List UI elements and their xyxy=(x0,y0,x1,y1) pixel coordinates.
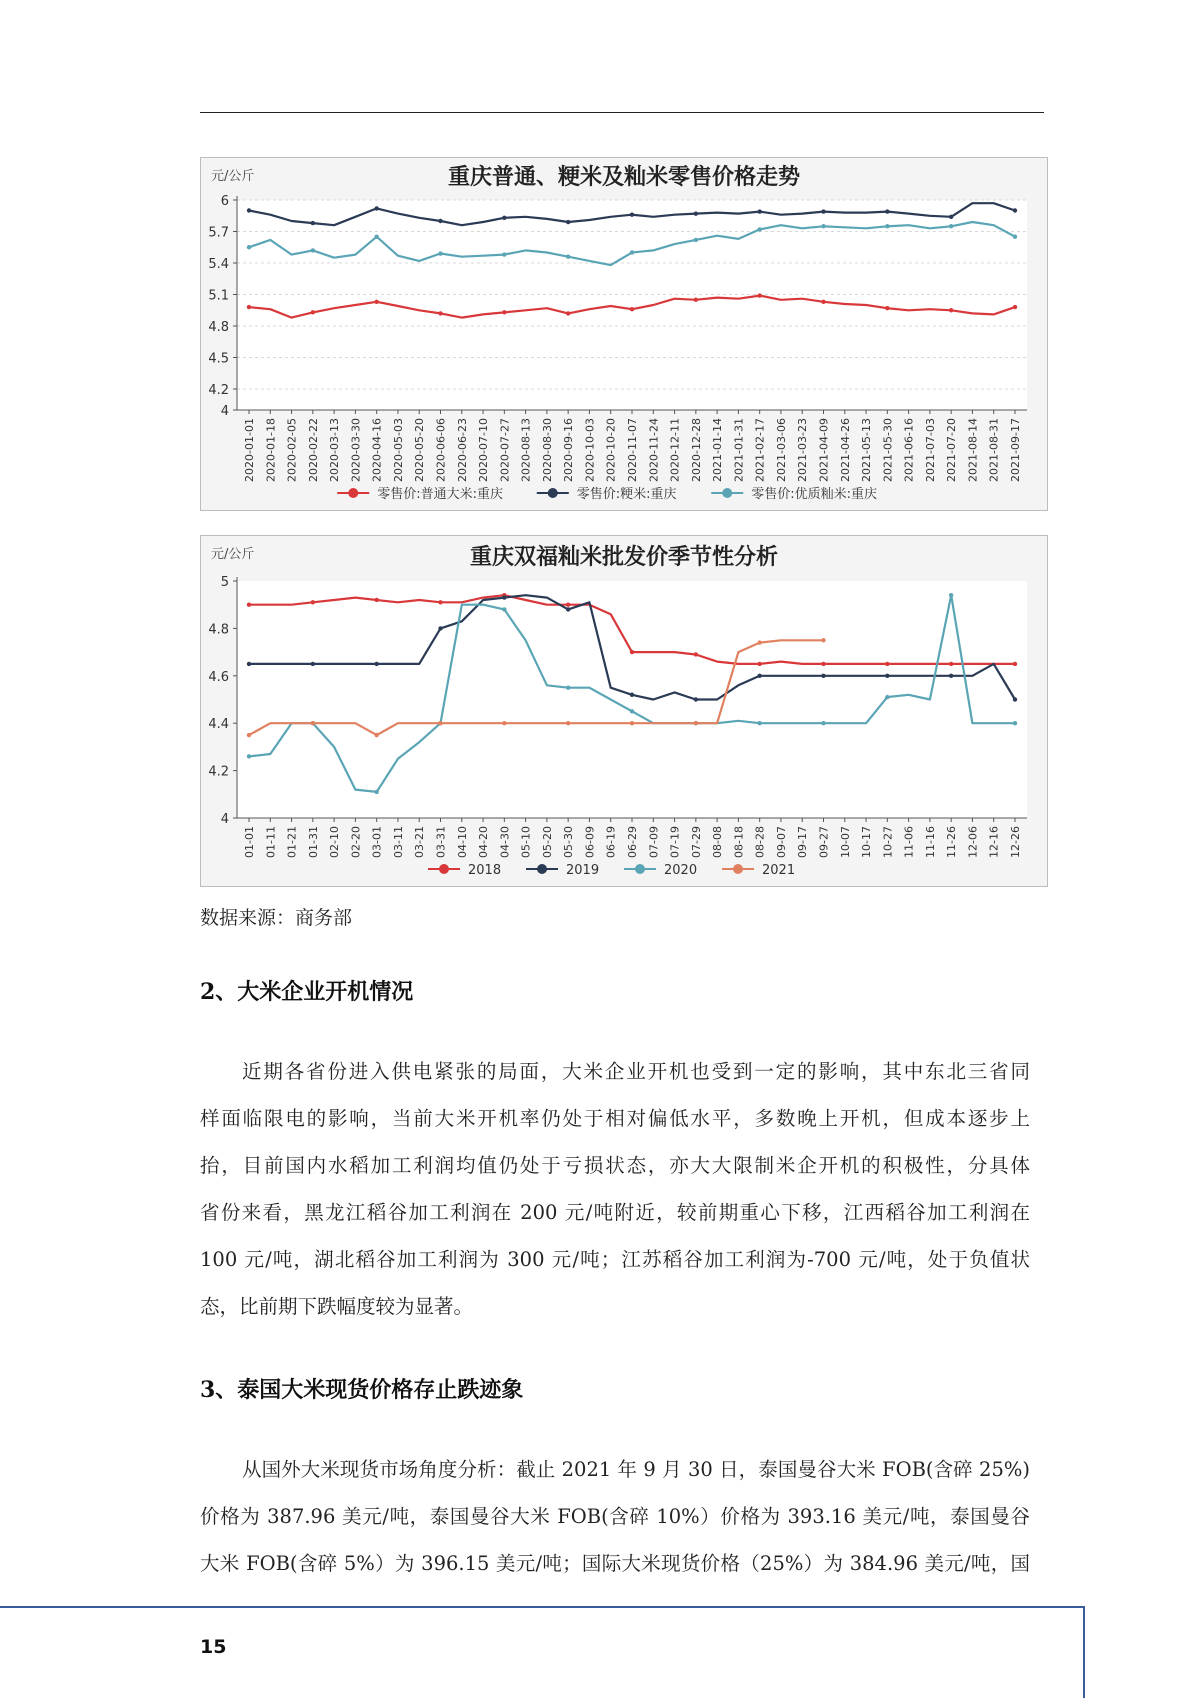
legend-marker xyxy=(348,488,358,498)
data-point xyxy=(630,250,634,254)
data-point xyxy=(438,311,442,315)
plot-area xyxy=(237,581,1027,818)
x-tick-label: 2020-08-13 xyxy=(519,418,533,482)
x-tick-label: 2020-06-23 xyxy=(455,418,469,482)
x-tick-label: 2021-07-03 xyxy=(923,418,937,482)
data-point xyxy=(949,224,953,228)
section2-heading: 2、大米企业开机情况 xyxy=(200,979,414,1005)
data-point xyxy=(311,662,315,666)
footer-side-rule xyxy=(1083,1606,1085,1698)
x-tick-label: 12-26 xyxy=(1009,826,1022,858)
data-point xyxy=(885,224,889,228)
data-point xyxy=(502,721,506,725)
x-tick-label: 03-11 xyxy=(391,826,405,858)
data-point xyxy=(885,674,889,678)
x-tick-label: 2020-09-16 xyxy=(562,418,576,482)
data-point xyxy=(1013,697,1017,701)
footer-rule xyxy=(0,1606,1084,1608)
x-tick-label: 07-19 xyxy=(668,826,682,858)
x-tick-label: 08-18 xyxy=(732,826,746,858)
y-tick-label: 6 xyxy=(220,194,229,209)
data-point xyxy=(630,213,634,217)
legend-label: 2018 xyxy=(468,863,502,878)
data-point xyxy=(247,208,251,212)
x-tick-label: 05-20 xyxy=(540,826,554,858)
y-tick-label: 4.6 xyxy=(208,669,229,685)
x-tick-label: 06-09 xyxy=(583,826,597,858)
x-tick-label: 07-29 xyxy=(689,826,703,858)
data-point xyxy=(502,310,506,314)
data-point xyxy=(757,721,761,725)
chart-wholesale-seasonal-svg xyxy=(201,536,1047,886)
para-line: 近期各省份进入供电紧张的局面，大米企业开机也受到一定的影响，其中东北三省同 xyxy=(242,1060,1030,1083)
x-tick-label: 02-10 xyxy=(328,826,342,858)
data-point xyxy=(247,754,251,758)
data-point xyxy=(630,709,634,713)
x-tick-label: 2020-08-30 xyxy=(540,418,554,482)
para-line: 价格为 387.96 美元/吨，泰国曼谷大米 FOB(含碎 10%）价格为 393.16 美元/吨，泰国曼谷 xyxy=(200,1505,1030,1528)
x-tick-label: 2020-01-01 xyxy=(243,418,256,482)
data-point xyxy=(885,209,889,213)
x-tick-label: 09-07 xyxy=(774,826,788,858)
x-tick-label: 09-27 xyxy=(817,826,831,858)
section3-paragraph xyxy=(200,1446,1030,1587)
x-tick-label: 04-20 xyxy=(477,826,491,858)
data-point xyxy=(247,733,251,737)
data-point xyxy=(821,300,825,304)
page-number: 15 xyxy=(200,1636,227,1658)
data-point xyxy=(821,662,825,666)
y-tick-label: 5.7 xyxy=(208,225,229,241)
x-tick-label: 03-31 xyxy=(434,826,448,858)
data-point xyxy=(694,238,698,242)
x-tick-label: 2020-12-28 xyxy=(689,418,703,482)
y-tick-label: 4.5 xyxy=(208,351,229,367)
legend-label: 2019 xyxy=(566,863,600,878)
para-line: 抬，目前国内水稻加工利润均值仍处于亏损状态，亦大大限制米企开机的积极性，分具体 xyxy=(200,1154,1030,1177)
data-point xyxy=(630,693,634,697)
data-point xyxy=(566,220,570,224)
data-point xyxy=(311,310,315,314)
data-point xyxy=(757,227,761,231)
section2-paragraph xyxy=(200,1048,1030,1330)
x-tick-label: 09-17 xyxy=(796,826,810,858)
y-unit-label: 元/公斤 xyxy=(211,169,255,184)
data-point xyxy=(438,219,442,223)
data-point xyxy=(630,307,634,311)
y-tick-label: 4 xyxy=(220,812,229,827)
x-tick-label: 2020-02-22 xyxy=(306,418,320,482)
x-tick-label: 08-08 xyxy=(711,826,725,858)
data-point xyxy=(694,721,698,725)
x-tick-label: 02-20 xyxy=(349,826,363,858)
x-tick-label: 2020-04-16 xyxy=(370,418,384,482)
data-point xyxy=(502,607,506,611)
x-tick-label: 2020-06-06 xyxy=(434,418,448,482)
x-tick-label: 07-09 xyxy=(647,826,661,858)
x-tick-label: 2021-03-23 xyxy=(796,418,810,482)
para-line: 大米 FOB(含碎 5%）为 396.15 美元/吨；国际大米现货价格（25%）为 384.96 美元/吨，国 xyxy=(200,1552,1030,1575)
x-tick-label: 2021-05-13 xyxy=(860,418,874,482)
data-point xyxy=(247,603,251,607)
x-tick-label: 2021-08-14 xyxy=(966,418,980,482)
chart-retail-price xyxy=(200,157,1048,511)
x-tick-label: 2021-01-31 xyxy=(732,418,746,482)
x-tick-label: 2021-08-31 xyxy=(987,418,1001,482)
data-point xyxy=(821,721,825,725)
data-point xyxy=(694,211,698,215)
data-point xyxy=(1013,662,1017,666)
x-tick-label: 01-01 xyxy=(243,826,256,858)
legend-marker xyxy=(722,488,732,498)
x-tick-label: 2020-12-11 xyxy=(668,418,682,482)
x-tick-label: 2020-03-30 xyxy=(349,418,363,482)
data-point xyxy=(502,252,506,256)
x-tick-label: 2021-02-17 xyxy=(753,418,767,482)
data-point xyxy=(757,674,761,678)
x-tick-label: 04-10 xyxy=(455,826,469,858)
legend-marker xyxy=(733,864,743,874)
y-tick-label: 4 xyxy=(220,404,229,419)
data-point xyxy=(311,248,315,252)
data-point xyxy=(374,300,378,304)
para-line: 省份来看，黑龙江稻谷加工利润在 200 元/吨附近，较前期重心下移，江西稻谷加工利润在 xyxy=(200,1201,1030,1224)
data-point xyxy=(566,607,570,611)
x-tick-label: 2020-07-27 xyxy=(498,418,512,482)
legend-label: 零售价:普通大米:重庆 xyxy=(377,487,504,502)
data-point xyxy=(374,235,378,239)
x-tick-label: 2020-03-13 xyxy=(328,418,342,482)
x-tick-label: 11-06 xyxy=(902,826,916,858)
data-point xyxy=(821,224,825,228)
para-line: 态，比前期下跌幅度较为显著。 xyxy=(200,1295,474,1318)
y-tick-label: 4.2 xyxy=(208,764,229,780)
x-tick-label: 2020-05-03 xyxy=(391,418,405,482)
data-point xyxy=(1013,721,1017,725)
x-tick-label: 10-07 xyxy=(838,826,852,858)
chart-wholesale-seasonal xyxy=(200,535,1048,887)
x-tick-label: 06-19 xyxy=(604,826,618,858)
para-line: 从国外大米现货市场角度分析：截止 2021 年 9 月 30 日，泰国曼谷大米 FOB(含碎 25%) xyxy=(242,1458,1030,1481)
x-tick-label: 2021-06-16 xyxy=(902,418,916,482)
x-tick-label: 2020-11-07 xyxy=(626,418,639,482)
chart-retail-price-svg xyxy=(201,158,1047,510)
data-point xyxy=(311,221,315,225)
data-point xyxy=(694,652,698,656)
legend-label: 零售价:粳米:重庆 xyxy=(576,487,677,502)
x-tick-label: 11-16 xyxy=(923,826,937,858)
legend-label: 2021 xyxy=(762,863,796,878)
data-point xyxy=(757,293,761,297)
x-tick-label: 01-11 xyxy=(264,826,278,858)
y-tick-label: 5.1 xyxy=(208,288,229,304)
data-point xyxy=(566,603,570,607)
data-point xyxy=(694,298,698,302)
x-tick-label: 2021-04-09 xyxy=(817,418,831,482)
data-point xyxy=(374,662,378,666)
data-point xyxy=(630,721,634,725)
data-point xyxy=(502,216,506,220)
x-tick-label: 2021-07-20 xyxy=(945,418,959,482)
y-tick-label: 4.2 xyxy=(208,383,229,398)
data-point xyxy=(502,595,506,599)
data-point xyxy=(949,308,953,312)
x-tick-label: 2020-10-03 xyxy=(583,418,597,482)
x-tick-label: 2020-05-20 xyxy=(413,418,427,482)
x-tick-label: 12-16 xyxy=(987,826,1001,858)
x-tick-label: 2020-10-20 xyxy=(604,418,618,482)
chart-title: 重庆双福籼米批发价季节性分析 xyxy=(469,545,779,570)
data-point xyxy=(438,251,442,255)
data-point xyxy=(374,790,378,794)
data-point xyxy=(247,305,251,309)
x-tick-label: 03-01 xyxy=(370,826,384,858)
para-line: 样面临限电的影响，当前大米开机率仍处于相对偏低水平，多数晚上开机，但成本逐步上 xyxy=(200,1107,1030,1130)
x-tick-label: 2021-09-17 xyxy=(1009,418,1022,482)
data-source: 数据来源：商务部 xyxy=(200,907,353,929)
data-point xyxy=(311,721,315,725)
data-point xyxy=(438,626,442,630)
data-point xyxy=(247,245,251,249)
x-tick-label: 05-30 xyxy=(562,826,576,858)
data-point xyxy=(1013,305,1017,309)
x-tick-label: 2020-11-24 xyxy=(647,418,661,482)
x-tick-label: 12-06 xyxy=(966,826,980,858)
data-point xyxy=(694,697,698,701)
y-tick-label: 5.4 xyxy=(208,257,229,272)
legend-label: 零售价:优质籼米:重庆 xyxy=(751,487,878,502)
data-point xyxy=(566,311,570,315)
x-tick-label: 2021-05-30 xyxy=(881,418,895,482)
data-point xyxy=(885,695,889,699)
data-point xyxy=(1013,235,1017,239)
y-tick-label: 4.8 xyxy=(208,320,229,335)
data-point xyxy=(1013,208,1017,212)
x-tick-label: 04-30 xyxy=(498,826,512,858)
legend-marker xyxy=(635,864,645,874)
data-point xyxy=(374,206,378,210)
x-tick-label: 03-21 xyxy=(413,826,427,858)
x-tick-label: 10-27 xyxy=(881,826,895,858)
data-point xyxy=(566,685,570,689)
x-tick-label: 2021-03-06 xyxy=(774,418,788,482)
x-tick-label: 2021-04-26 xyxy=(838,418,852,482)
data-point xyxy=(374,598,378,602)
x-tick-label: 05-10 xyxy=(519,826,533,858)
legend-marker xyxy=(537,864,547,874)
data-point xyxy=(247,662,251,666)
data-point xyxy=(757,662,761,666)
x-tick-label: 2020-01-18 xyxy=(264,418,278,482)
data-point xyxy=(374,733,378,737)
data-point xyxy=(949,593,953,597)
y-unit-label: 元/公斤 xyxy=(211,547,255,562)
chart-title: 重庆普通、粳米及籼米零售价格走势 xyxy=(447,165,801,190)
data-point xyxy=(821,638,825,642)
data-point xyxy=(821,674,825,678)
data-point xyxy=(757,209,761,213)
x-tick-label: 2020-02-05 xyxy=(285,418,299,482)
data-point xyxy=(438,721,442,725)
data-point xyxy=(949,662,953,666)
data-point xyxy=(566,721,570,725)
x-tick-label: 01-31 xyxy=(306,826,320,858)
y-tick-label: 5 xyxy=(220,575,229,590)
header-rule xyxy=(200,112,1044,113)
x-tick-label: 06-29 xyxy=(626,826,639,858)
y-tick-label: 4.8 xyxy=(208,622,229,638)
section3-heading: 3、泰国大米现货价格存止跌迹象 xyxy=(200,1377,524,1403)
data-point xyxy=(311,600,315,604)
x-tick-label: 2021-01-14 xyxy=(711,418,725,482)
x-tick-label: 01-21 xyxy=(285,826,299,858)
x-tick-label: 11-26 xyxy=(945,826,959,858)
data-point xyxy=(885,306,889,310)
data-point xyxy=(438,600,442,604)
data-point xyxy=(757,640,761,644)
x-tick-label: 10-17 xyxy=(860,826,874,858)
y-tick-label: 4.4 xyxy=(208,717,229,733)
data-point xyxy=(630,650,634,654)
data-point xyxy=(949,674,953,678)
legend-marker xyxy=(548,488,558,498)
data-point xyxy=(821,209,825,213)
data-point xyxy=(566,255,570,259)
data-point xyxy=(885,662,889,666)
legend-label: 2020 xyxy=(664,863,698,878)
data-point xyxy=(949,215,953,219)
x-tick-label: 08-28 xyxy=(753,826,767,858)
para-line: 100 元/吨，湖北稻谷加工利润为 300 元/吨；江苏稻谷加工利润为-700 元/吨，处于负值状 xyxy=(200,1248,1030,1271)
x-tick-label: 2020-07-10 xyxy=(477,418,491,482)
legend-marker xyxy=(439,864,449,874)
